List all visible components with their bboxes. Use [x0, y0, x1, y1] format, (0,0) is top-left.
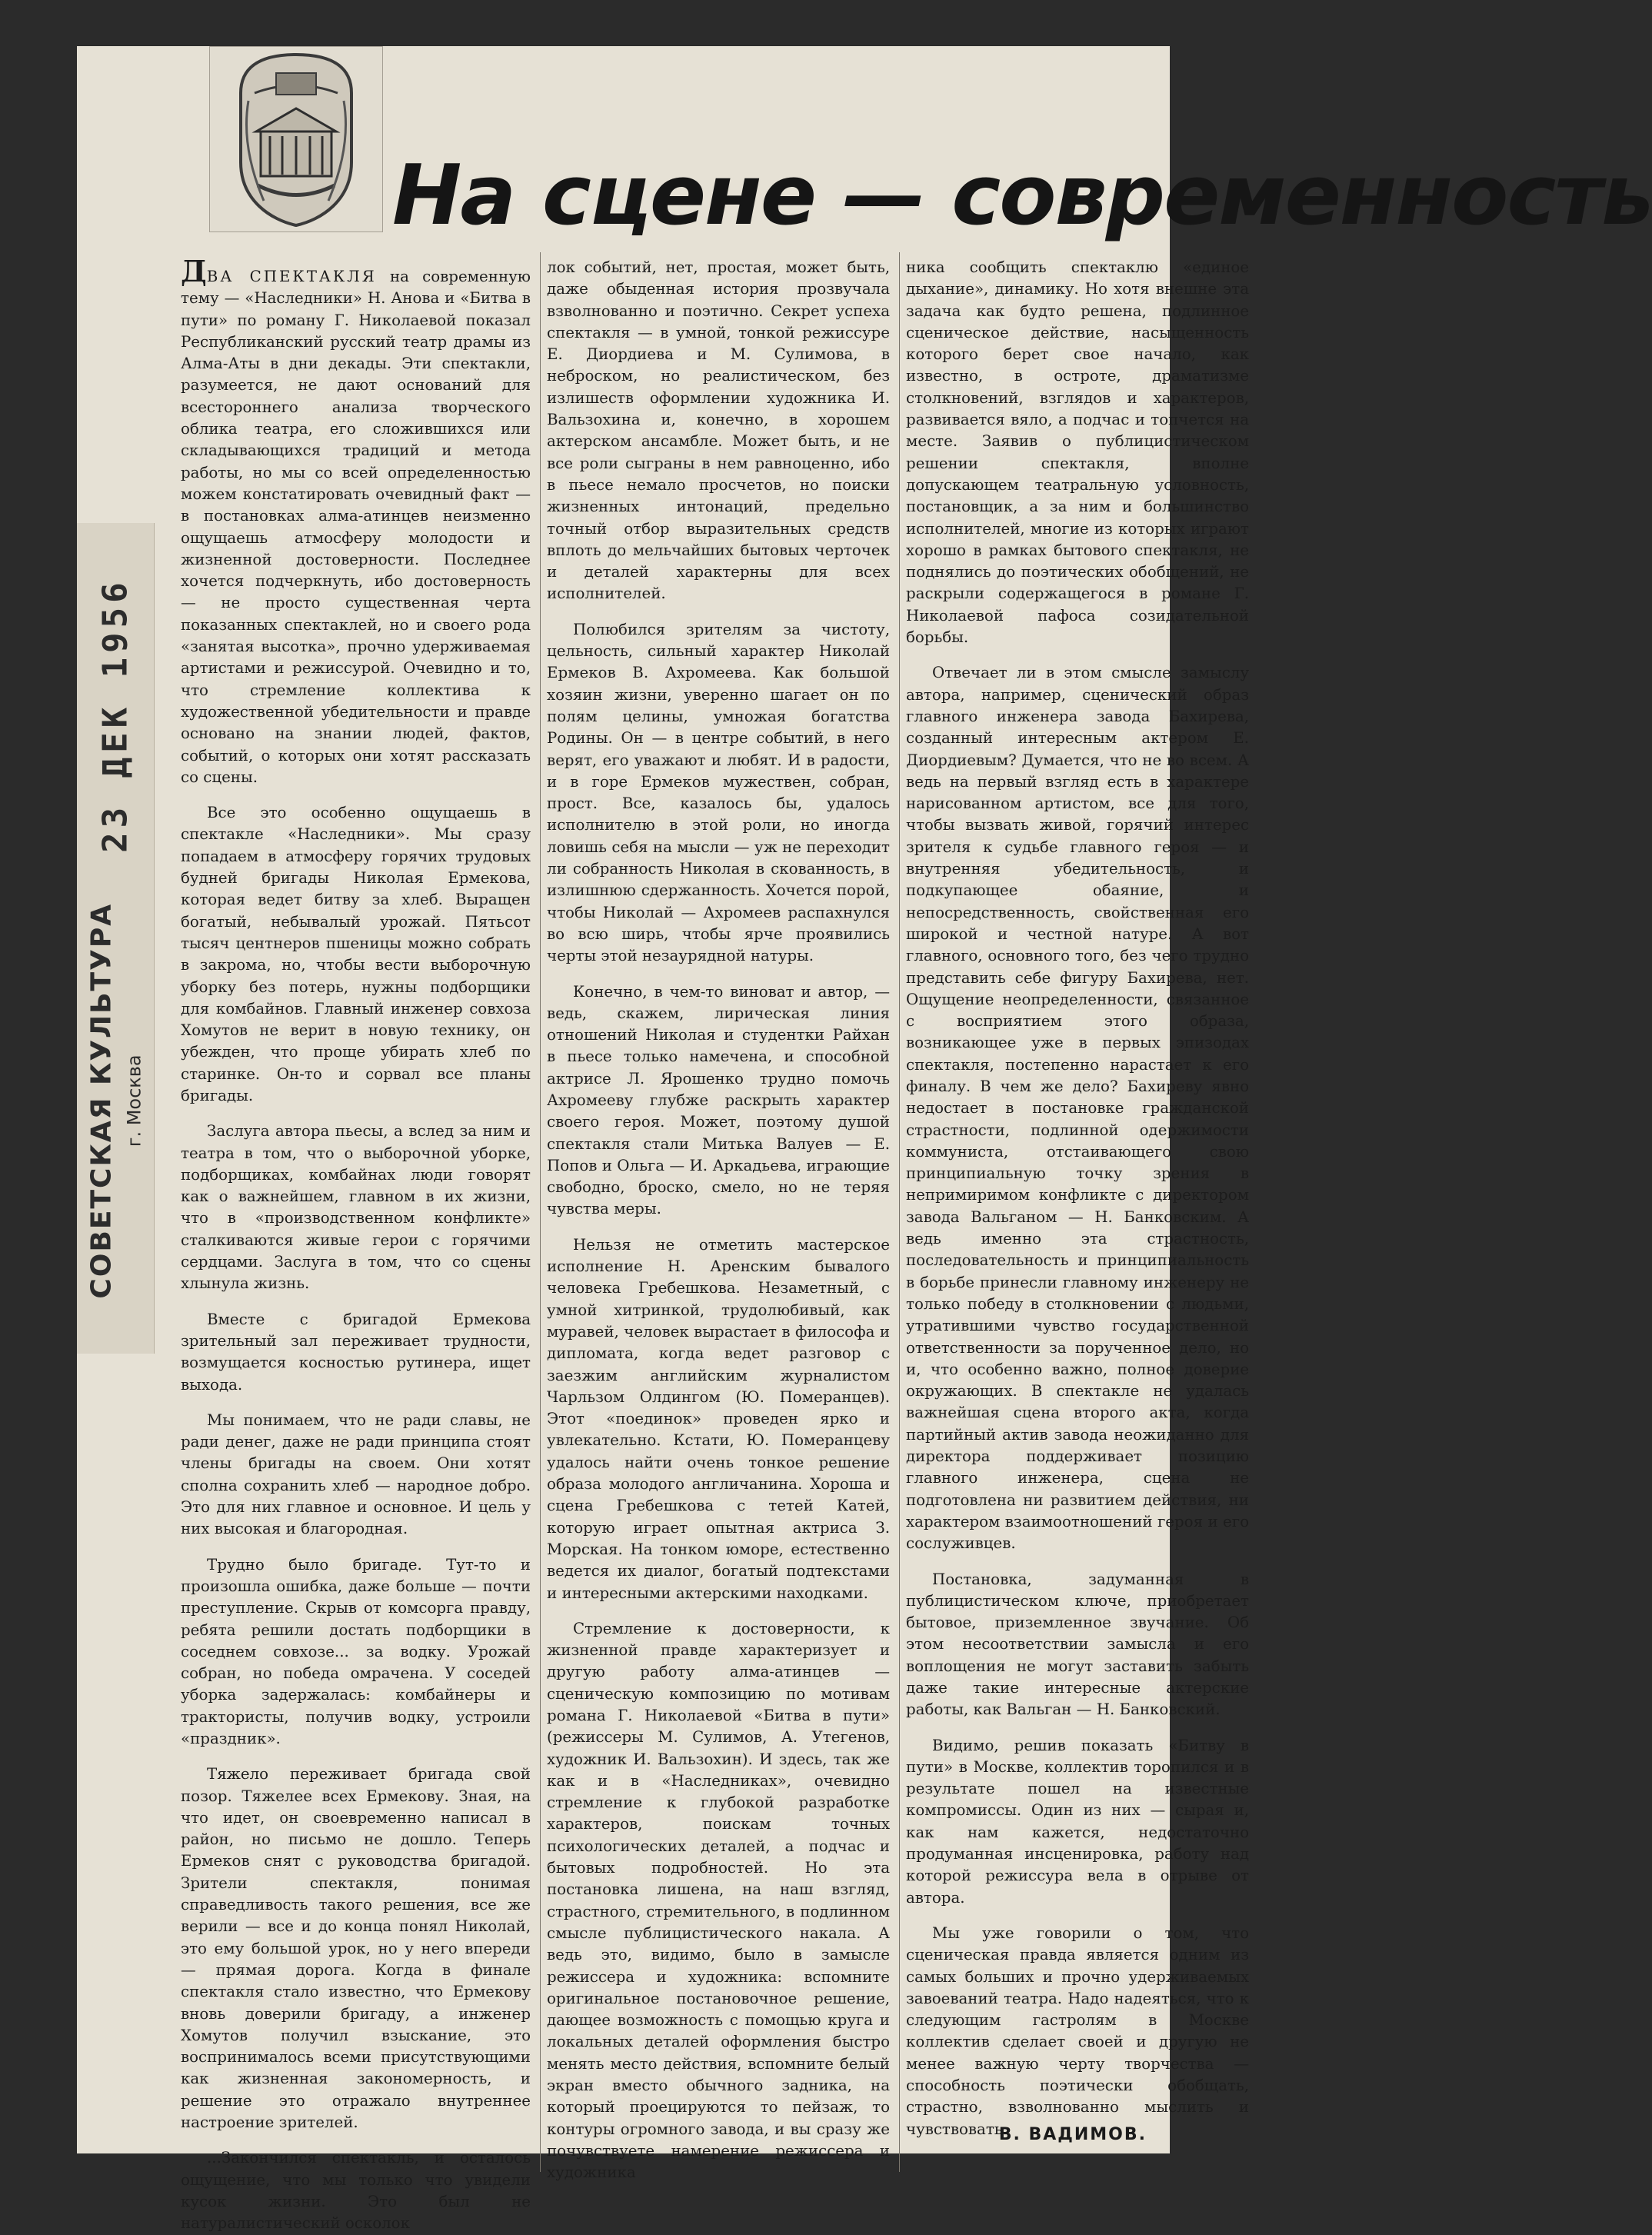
stamp-newspaper-name: СОВЕТСКАЯ КУЛЬТУРА [85, 902, 118, 1299]
headline: На сцене — современность [392, 148, 1652, 244]
article-body [181, 252, 1249, 2233]
stamp-city: г. Москва [123, 1054, 145, 1147]
column-3 [899, 252, 1249, 2172]
paragraph: Тяжело переживает бригада свой позор. Тяжелее всех Ермекову. Зная, на что идет, он своевременно написал в район, но письмо не дошло. Теперь Ермеков снят с руководства бригадой. Зрители спектакля, понимая справедливость такого решения, все же верили — все и до конца понял Николай, это ему большой урок, но у него впереди — прямая дорога. Когда в финале спектакля стало известно, что Ермекову вновь доверили бригаду, а инженер Хомутов получил взыскание, это воспринималось всеми присутствующими как жизненная закономерность, и решение это отражало внутреннее настроение зрителей. [181, 1765, 531, 2132]
paragraph: лок событий, нет, простая, может быть, даже обыденная история прозвучала взволнованно и поэтично. Секрет успеха спектакля — в умной, тонкой режиссуре Е. Диордиева и М. Сулимова, в неброском, но реалистическом, без излишеств оформлении художника И. Вальзохина и, конечно, в хорошем актерском ансамбле. Может быть, и не все роли сыграны в нем равноценно, ибо в пьесе немало просчетов, но поиски жизненных интонаций, предельно точный отбор выразительных средств вплоть до мельчайших бытовых черточек и деталей характерны для всех исполнителей. [547, 258, 890, 603]
paragraph: Нельзя не отметить мастерское исполнение Н. Аренским бывалого человека Гребешкова. Незаметный, с умной хитринкой, трудолюбивый, как муравей, человек вырастает в философа и дипломата, когда ведет разговор с заезжим английским журналистом Чарльзом Олдингом (Ю. Померанцев). Этот «поединок» проведен ярко и увлекательно. Кстати, Ю. Померанцеву удалось найти очень тонкое решение образа молодого англичанина. Хороша и сцена Гребешкова с тетей Катей, которую играет опытная актриса З. Морская. На тонком юморе, естественно ведется их диалог, богатый подтекстами и интересными актерскими находками. [547, 1235, 890, 1602]
paragraph: Полюбился зрителям за чистоту, цельность, сильный характер Николай Ермеков В. Ахромеева. Как большой хозяин жизни, уверенно шагает он по полям целины, умножая богатства Родины. Он — в центре событий, в него верят, его уважают и любят. И в радости, и в горе Ермеков мужествен, собран, прост. Все, казалось бы, удалось исполнителю в этой роли, но иногда ловишь себя на мысли — уж не переходит ли собранность Николая в скованность, в излишнюю сдержанность. Хочется порой, чтобы Николай — Ахромеев распахнулся во всю ширь, чтобы ярче проявились черты этой незаурядной натуры. [547, 620, 890, 965]
paragraph [181, 254, 531, 788]
paragraph: Стремление к достоверности, к жизненной правде характеризует и другую работу алма-атинцев — сценическую композицию по мотивам романа Г. Николаевой «Битва в пути» (режиссеры М. Сулимов, А. Утегенов, художник И. Вальзохин). И здесь, так же как и в «Наследниках», очевидно стремление к глубокой разработке характеров, поискам точных психологических деталей, а подчас и бытовых подробностей. Но эта постановка лишена, на наш взгляд, страстного, стремительного, в подлинном смысле публицистического накала. А ведь это, видимо, было в замысле режиссера и художника: вспомните оригинальное постановочное решение, дающее возможность с помощью круга и локальных деталей оформления быстро менять место действия, вспомните белый экран вместо обычного задника, на который проецируются то пейзаж, то контуры огромного завода, и вы сразу же почувствуете намерение режиссера и художника [547, 1619, 890, 2182]
paragraph: ...Закончился спектакль, и осталось ощущение, что мы только что увидели кусок жизни. Это был не натуралистический осколок [181, 2149, 531, 2233]
column-2 [540, 252, 890, 2182]
column-1 [181, 252, 531, 2233]
author-byline: В. ВАДИМОВ. [998, 2125, 1147, 2144]
emblem-icon [209, 46, 383, 232]
stamp-date: 23 ДЕК 1956 [95, 578, 135, 853]
paragraph: Все это особенно ощущаешь в спектакле «Наследники». Мы сразу попадаем в атмосферу горячих трудовых будней бригады Николая Ермекова, которая ведет битву за хлеб. Выращен богатый, небывалый урожай. Пятьсот тысяч центнеров пшеницы можно собрать в закрома, но, чтобы вести выборочную уборку без потерь, нужны подборщики для комбайнов. Главный инженер совхоза Хомутов не верит в новую технику, он убежден, что проще убирать хлеб по старинке. Он-то и сорвал все планы бригады. [181, 804, 531, 1104]
paragraph: Мы уже говорили о том, что сценическая правда является одним из самых больших и прочно удерживаемых завоеваний театра. Надо надеяться, что к следующим гастролям в Москве коллектив сделает своей и другую не менее важную черту творчества — способность поэтически обобщать, страстно, взволнованно мыслить и чувствовать. [906, 1924, 1249, 2138]
theatre-emblem-icon [210, 47, 382, 231]
archive-stamp-strip [77, 523, 155, 1354]
paragraph: Видимо, решив показать «Битву в пути» в Москве, коллектив торопился и в результате пошел на известные компромиссы. Один из них — сырая и, как нам кажется, недостаточно продуманная инсценировка, работу над которой режиссура вела в отрыве от автора. [906, 1736, 1249, 1907]
paragraph: Вместе с бригадой Ермекова зрительный зал переживает трудности, возмущается косностью рутинера, ищет выхода. [181, 1310, 531, 1394]
paragraph: Отвечает ли в этом смысле замыслу автора, например, сценический образ главного инженера завода Бахирева, созданный интересным актером Е. Диордиевым? Думается, что не во всем. А ведь на первый взгляд есть в характере нарисованном артистом, все для того, чтобы вызвать живой, горячий интерес зрителя к судьбе главного героя — и внутренняя убедительность, и подкупающее обаяние, и непосредственность, свойственная его широкой и честной натуре. А вот главного, основного того, без чего трудно представить себе фигуру Бахирева, нет. Ощущение неопределенности, связанное с восприятием этого образа, возникающее уже в первых эпизодах спектакля, постепенно нарастает к его финалу. В чем же дело? Бахиреву явно недостает в постановке гражданской страстности, подлинной одержимости коммуниста, отстаивающего свою принципиальную точку зрения в непримиримом конфликте с директором завода Вальганом — Н. Банковским. А ведь именно эта страстность, последовательность и принципиальность в борьбе принесли главному инженеру не только победу в столкновении с людьми, утратившими чувство государственной ответственности за порученное дело, но и, что особенно важно, полное доверие окружающих. В спектакле не удалась важнейшая сцена второго акта, когда партийный актив завода неожиданно для директора поддерживает позицию главного инженера, сцена не подготовлена ни развитием действия, ни характером взаимоотношений героя и его сослуживцев. [906, 664, 1249, 1553]
newspaper-clipping [77, 46, 1652, 2233]
archive-stamp [86, 555, 145, 1321]
paragraph: Конечно, в чем-то виноват и автор, — ведь, скажем, лирическая линия отношений Николая и студентки Райхан в пьесе только намечена, и способной актрисе Л. Ярошенко трудно помочь Ахромееву глубже раскрыть характер своего героя. Может, поэтому душой спектакля стали Митька Валуев — Е. Попов и Ольга — И. Аркадьева, играющие свободно, броско, смело, но не теряя чувства меры. [547, 982, 890, 1218]
paragraph: Заслуга автора пьесы, а вслед за ним и театра в том, что о выборочной уборке, подборщиках, комбайнах люди говорят как о важнейшем, главном в их жизни, что в «производственном конфликте» сталкиваются живые герои с горячими сердцами. Заслуга в том, что со сцены хлынула жизнь. [181, 1122, 531, 1293]
paragraph: ника сообщить спектаклю «единое дыхание», динамику. Но хотя внешне эта задача как будто решена, подлинное сценическое действие, насыщенность которого берет свое начало, как известно, в остроте, драматизме столкновений, взглядов и характеров, развивается вяло, а подчас и топчется на месте. Заявив о публицистическом решении спектакля, вполне допускающем театральную условность, постановщик, а за ним и большинство исполнителей, многие из которых играют хорошо в рамках бытового спектакля, не поднялись до поэтических обобщений, не раскрыли содержащегося в романе Г. Николаевой пафоса созидательной борьбы. [906, 258, 1249, 647]
dropcap: Д [181, 254, 207, 288]
lead-text: на современную тему — «Наследники» Н. Анова и «Битва в пути» по роману Г. Николаевой показал Республиканский русский театр драмы из Алма-Аты в дни декады. Эти спектакли, разумеется, не дают оснований для всестороннего анализа творческого облика театра, его сложившихся или складывающихся традиций и метода работы, но мы со всей определенностью можем констатировать очевидный факт — в постановках алма-атинцев неизменно ощущаешь атмосферу молодости и жизненной достоверности. Последнее хочется подчеркнуть, ибо достоверность — не просто существенная черта показанных спектаклей, но и своего рода «занятая высотка», прочно удерживаемая артистами и режиссурой. Очевидно и то, что стремление коллектива к художественной убедительности и правде основано на знании людей, фактов, событий, о которых они хотят рассказать со сцены. [181, 268, 531, 786]
paragraph: Постановка, задуманная в публицистическом ключе, приобретает бытовое, приземленное звучание. Об этом несоответствии замысла и его воплощения не могут заставить забыть даже такие интересные актерские работы, как Вальган — Н. Банковский. [906, 1570, 1249, 1719]
paragraph: Трудно было бригаде. Тут-то и произошла ошибка, даже больше — почти преступление. Скрыв от комсорга правду, ребята решили достать подборщики в соседнем совхозе... за водку. Урожай собран, но победа омрачена. У соседей уборка задержалась: комбайнеры и трактористы, получив водку, устроили «праздник». [181, 1555, 531, 1747]
paragraph: Мы понимаем, что не ради славы, не ради денег, даже не ради принципа стоят члены бригады на своем. Они хотят сполна сохранить хлеб — народное добро. Это для них главное и основное. И цель у них высокая и благородная. [181, 1411, 531, 1538]
lead-words: ВА СПЕКТАКЛЯ [206, 268, 377, 285]
